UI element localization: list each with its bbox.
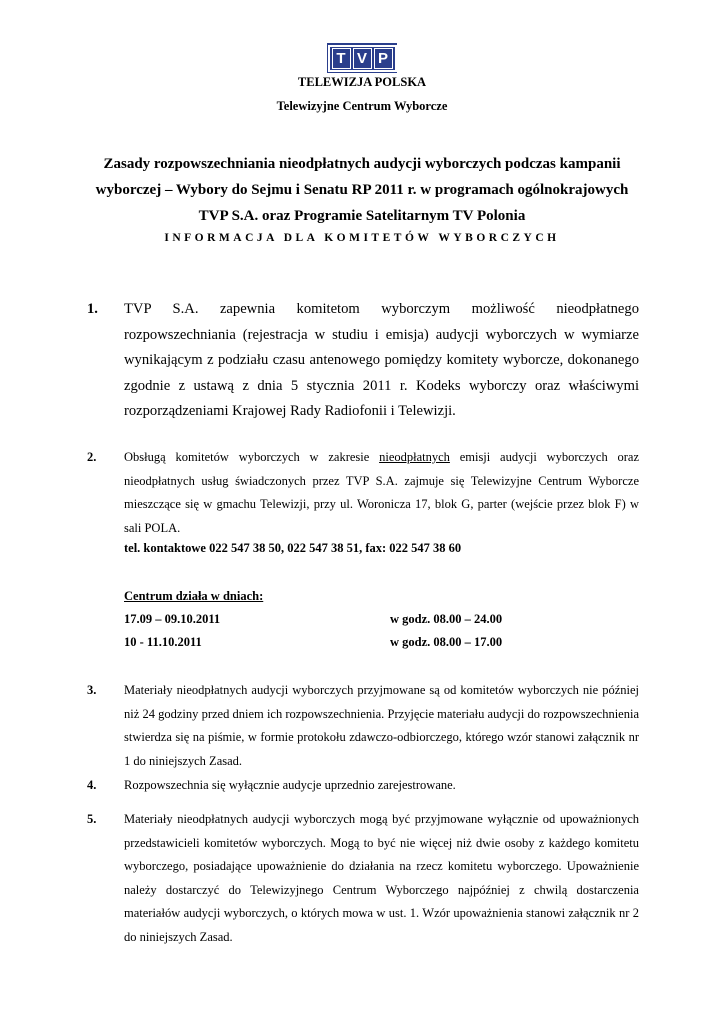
doc-title-line-2: wyborczej – Wybory do Sejmu i Senatu RP 2011 r. w programach ogólnokrajowych bbox=[95, 182, 629, 198]
schedule-dates-1: 17.09 – 09.10.2011 bbox=[124, 612, 221, 626]
tvp-logo bbox=[327, 43, 397, 73]
logo-letter-v: V bbox=[353, 48, 372, 69]
section-2-number: 2. bbox=[87, 450, 97, 464]
section-2-text bbox=[124, 446, 639, 540]
section-5-text: Materiały nieodpłatnych audycji wyborczych mogą być przyjmowane wyłącznie od upoważnionych przedstawicieli komitetów wyborczych. Mogą to być nie więcej niż dwie osoby z każdego komitetu wyborczego, posiadające upoważnienie do działania na rzecz komitetu wyborczego. Upoważnienie należy dostarczyć do Telewizyjnego Centrum Wyborczego najpóźniej z chwilą dostarczenia materiałów audycji wyborczych, o których mowa w ust. 1. Wzór upoważnienia stanowi załącznik nr 2 do niniejszych Zasad. bbox=[124, 812, 639, 944]
section-4-text: Rozpowszechnia się wyłącznie audycje uprzednio zarejestrowane. bbox=[124, 778, 456, 792]
department-name: Telewizyjne Centrum Wyborcze bbox=[276, 99, 448, 113]
section-2-underlined: nieodpłatnych bbox=[379, 450, 450, 464]
section-1-number: 1. bbox=[87, 301, 98, 317]
doc-subtitle: INFORMACJA DLA KOMITETÓW WYBORCZYCH bbox=[164, 232, 560, 244]
org-name: TELEWIZJA POLSKA bbox=[297, 75, 427, 89]
section-4-number: 4. bbox=[87, 778, 97, 792]
logo-letter-p: P bbox=[374, 48, 393, 69]
section-2-text-after: emisji audycji wyborczych oraz nieodpłatnych usług świadczonych przez TVP S.A. zajmuje się Telewizyjne Centrum Wyborcze mieszczące się w gmachu Telewizji, przy ul. Woronicza 17, blok G, parter (wejście przez blok F) w sali POLA. bbox=[124, 450, 639, 535]
doc-title-line-3: TVP S.A. oraz Programie Satelitarnym TV Polonia bbox=[198, 208, 526, 224]
schedule-hours-1: w godz. 08.00 – 24.00 bbox=[390, 612, 503, 626]
contact-line: tel. kontaktowe 022 547 38 50, 022 547 38 51, fax: 022 547 38 60 bbox=[124, 541, 462, 555]
schedule-heading: Centrum działa w dniach: bbox=[124, 589, 264, 603]
doc-title-line-1: Zasady rozpowszechniania nieodpłatnych audycji wyborczych podczas kampanii bbox=[103, 156, 621, 172]
schedule-hours-2: w godz. 08.00 – 17.00 bbox=[390, 635, 503, 649]
section-1-text: TVP S.A. zapewnia komitetom wyborczym możliwość nieodpłatnego rozpowszechniania (rejestracja w studiu i emisja) audycji wyborczych w wymiarze wynikającym z podziału czasu antenowego pomiędzy komitety wyborcze, dokonanego zgodnie z ustawą z dnia 5 stycznia 2011 r. Kodeks wyborczy oraz właściwymi rozporządzeniami Krajowej Rady Radiofonii i Telewizji. bbox=[124, 301, 639, 419]
section-3-number: 3. bbox=[87, 683, 97, 697]
section-5-number: 5. bbox=[87, 812, 97, 826]
logo-letter-t: T bbox=[332, 48, 351, 69]
section-2-text-before: Obsługą komitetów wyborczych w zakresie bbox=[124, 450, 380, 464]
tvp-logo-letters bbox=[328, 45, 397, 72]
schedule-dates-2: 10 - 11.10.2011 bbox=[124, 635, 202, 649]
section-3-text: Materiały nieodpłatnych audycji wyborczych przyjmowane są od komitetów wyborczych nie później niż 24 godziny przed dniem ich rozpowszechnienia. Przyjęcie materiału audycji do rozpowszechnienia stwierdza się na piśmie, w formie protokołu zdawczo-odbiorczego, którego wzór stanowi załącznik nr 1 do niniejszych Zasad. bbox=[124, 683, 639, 768]
